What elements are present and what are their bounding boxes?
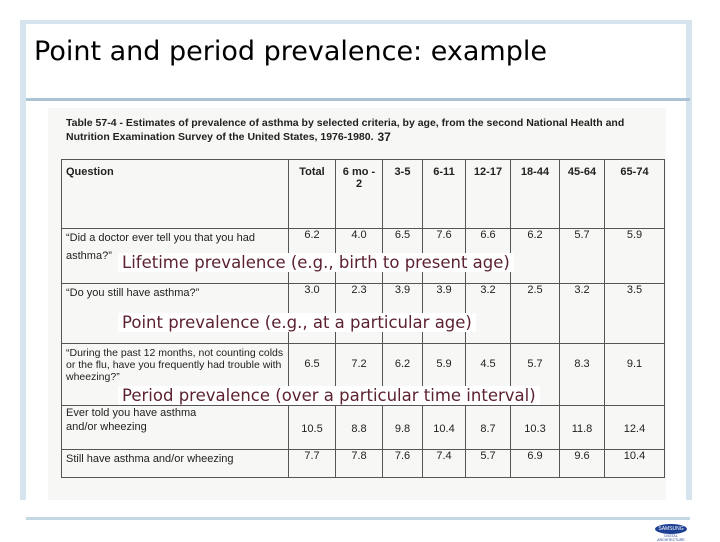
cell-value: 3.2 <box>560 284 605 344</box>
table-caption <box>66 116 656 144</box>
cell-value: 11.8 <box>560 406 605 450</box>
header-age: 65-74 <box>605 160 665 229</box>
header-age: 6-11 <box>423 160 466 229</box>
cell-value: 6.2 <box>289 229 336 284</box>
cell-value: 6.6 <box>466 229 511 284</box>
row-question: “Did a doctor ever tell you that you had asthma?” <box>62 229 289 284</box>
cell-value: 5.7 <box>560 229 605 284</box>
logo-brand: SAMSUNG <box>655 524 687 534</box>
cell-value: 4.5 <box>466 344 511 406</box>
caption-text: Table 57-4 - Estimates of prevalence of asthma by selected criteria, by age, from the second National Health and Nutrition Examination Survey of the United States, 1976-1980. <box>66 117 625 143</box>
cell-value: 7.2 <box>336 344 383 406</box>
header-age: 45-64 <box>560 160 605 229</box>
lifetime-prevalence-annotation: Lifetime prevalence (e.g., birth to present age) <box>118 253 514 272</box>
footer-divider <box>26 517 690 520</box>
period-prevalence-annotation: Period prevalence (over a particular time interval) <box>118 386 540 405</box>
header-age: 12-17 <box>466 160 511 229</box>
cell-value: 6.5 <box>289 344 336 406</box>
cell-value: 8.7 <box>466 406 511 450</box>
cell-value: 6.2 <box>511 229 560 284</box>
cell-value: 5.9 <box>423 344 466 406</box>
cell-value: 8.8 <box>336 406 383 450</box>
cell-value: 3.2 <box>466 284 511 344</box>
slide-title: Point and period prevalence: example <box>34 36 547 67</box>
cell-value: 6.2 <box>383 344 423 406</box>
cell-value: 9.8 <box>383 406 423 450</box>
cell-value: 7.8 <box>336 450 383 478</box>
row-question: “During the past 12 months, not counting colds or the flu, have you frequently had trouble with wheezing?” <box>62 344 289 406</box>
cell-value: 4.0 <box>336 229 383 284</box>
table-row <box>62 450 665 478</box>
cell-value: 12.4 <box>605 406 665 450</box>
cell-value: 6.5 <box>383 229 423 284</box>
cell-value: 3.0 <box>289 284 336 344</box>
cell-value: 5.7 <box>511 344 560 406</box>
cell-value: 10.4 <box>605 450 665 478</box>
cell-value: 8.3 <box>560 344 605 406</box>
cell-value: 7.6 <box>383 450 423 478</box>
header-age: 18-44 <box>511 160 560 229</box>
cell-value: 6.9 <box>511 450 560 478</box>
point-prevalence-annotation: Point prevalence (e.g., at a particular age) <box>118 313 476 332</box>
cell-value: 5.9 <box>605 229 665 284</box>
logo-tagline: DIGITAL ARCHITECTURE <box>657 534 685 542</box>
samsung-logo <box>652 524 690 542</box>
header-total: Total <box>289 160 336 229</box>
row-question: Ever told you have asthma and/or wheezing <box>62 406 289 450</box>
cell-value: 7.4 <box>423 450 466 478</box>
cell-value: 7.6 <box>423 229 466 284</box>
caption-reference: 37 <box>377 130 391 144</box>
cell-value: 10.3 <box>511 406 560 450</box>
cell-value: 2.5 <box>511 284 560 344</box>
table-row <box>62 406 665 450</box>
cell-value: 3.9 <box>383 284 423 344</box>
cell-value: 2.3 <box>336 284 383 344</box>
cell-value: 3.5 <box>605 284 665 344</box>
cell-value: 3.9 <box>423 284 466 344</box>
header-age: 6 mo - 2 <box>336 160 383 229</box>
cell-value: 5.7 <box>466 450 511 478</box>
cell-value: 10.4 <box>423 406 466 450</box>
header-question: Question <box>62 160 289 229</box>
cell-value: 9.6 <box>560 450 605 478</box>
cell-value: 9.1 <box>605 344 665 406</box>
cell-value: 10.5 <box>289 406 336 450</box>
table-header-row <box>62 160 665 229</box>
header-age: 3-5 <box>383 160 423 229</box>
title-divider <box>26 98 690 101</box>
row-question: “Do you still have asthma?” <box>62 284 289 344</box>
cell-value: 7.7 <box>289 450 336 478</box>
row-question: Still have asthma and/or wheezing <box>62 450 289 478</box>
